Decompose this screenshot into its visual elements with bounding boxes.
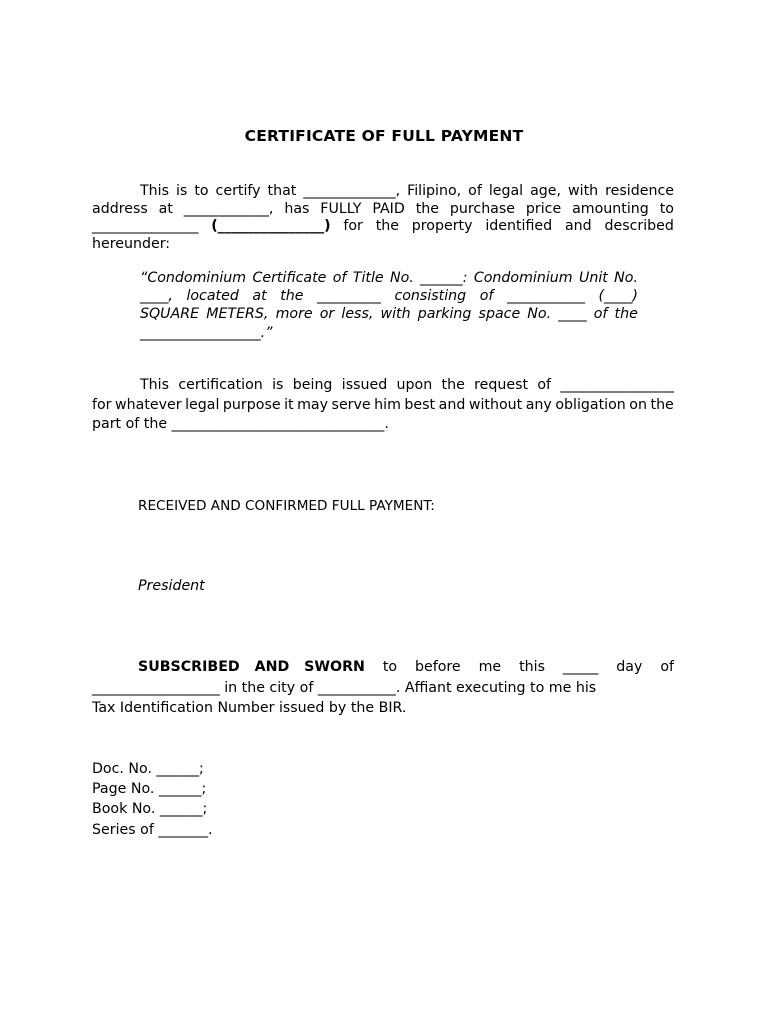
para2-line3: part of the ______________________________.	[92, 416, 389, 432]
quote-line2: ____, located at the _________ consisting of ___________ (____)	[140, 288, 638, 304]
jurat-line1: SUBSCRIBED AND SWORN to before me this _____ day of	[138, 659, 674, 675]
page-no: Page No. ______;	[92, 781, 207, 797]
doc-no: Doc. No. ______;	[92, 761, 204, 777]
received-heading: RECEIVED AND CONFIRMED FULL PAYMENT:	[138, 498, 435, 514]
quote-line3: SQUARE METERS, more or less, with parking space No. ____ of the	[140, 306, 638, 322]
para1-line3: _______________ (_______________) for the property identified and described	[92, 218, 674, 234]
jurat-line2: __________________ in the city of ___________. Affiant executing to me his	[92, 680, 597, 696]
para2-line2: for whatever legal purpose it may serve him best and without any obligation on the	[92, 397, 674, 413]
document-title: CERTIFICATE OF FULL PAYMENT	[244, 127, 524, 145]
para1-line2: address at ____________, has FULLY PAID the purchase price amounting to	[92, 201, 674, 217]
jurat-line3: Tax Identification Number issued by the BIR.	[92, 700, 407, 716]
quote-line4: _________________.”	[140, 325, 273, 341]
para1-line4: hereunder:	[92, 236, 171, 252]
para2-line1: This certification is being issued upon the request of ________________	[140, 377, 674, 393]
quote-line1: “Condominium Certificate of Title No. ______: Condominium Unit No.	[140, 270, 638, 286]
signatory-title: President	[138, 578, 205, 594]
book-no: Book No. ______;	[92, 801, 208, 817]
series-of: Series of _______.	[92, 822, 213, 838]
para1-line1: This is to certify that _____________, Filipino, of legal age, with residence	[140, 183, 674, 199]
